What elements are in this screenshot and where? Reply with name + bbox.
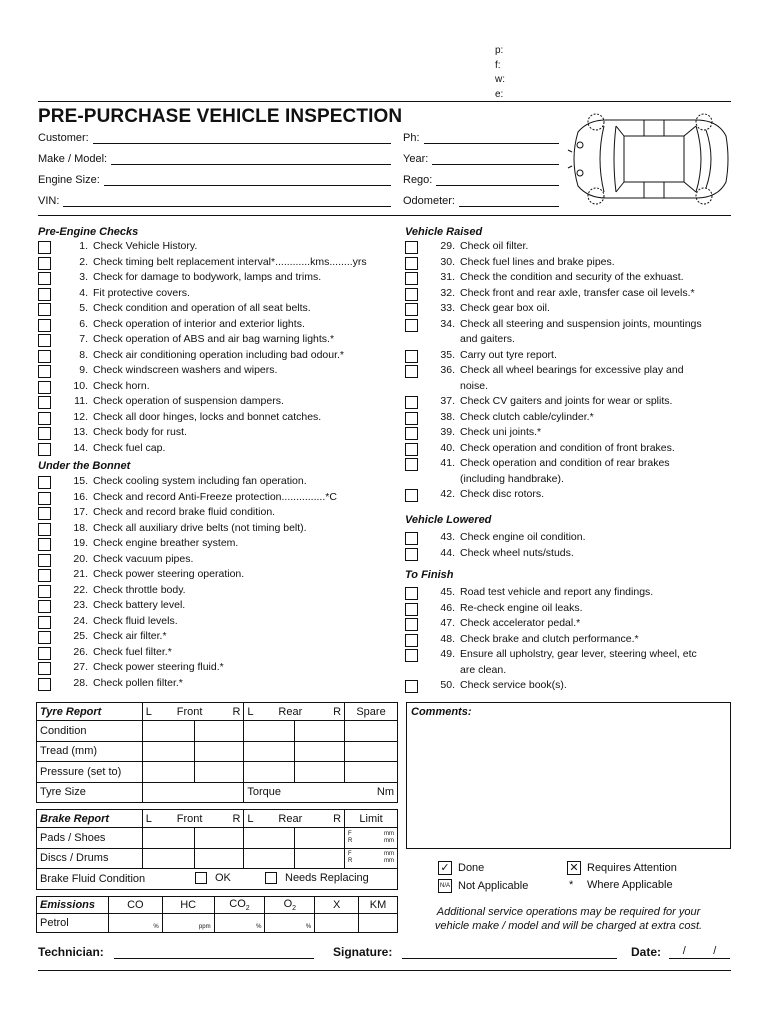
checkbox[interactable]: [38, 443, 51, 456]
odometer-field[interactable]: Odometer:: [403, 193, 559, 207]
section-to-finish: To Finish: [405, 569, 454, 581]
section-pre-engine: Pre-Engine Checks: [38, 226, 139, 238]
left-checklist-item: 21. Check power steering operation.: [38, 567, 244, 583]
right-checklist-item: 36. Check all wheel bearings for excessive play and: [405, 363, 684, 379]
right-checklist-item: 46. Re-check engine oil leaks.: [405, 601, 583, 617]
checkbox[interactable]: [38, 492, 51, 505]
cross-icon: ✕: [567, 861, 581, 875]
legend-where-applicable: * Where Applicable: [569, 879, 673, 891]
checkbox[interactable]: [38, 241, 51, 254]
header-rule: [38, 215, 731, 216]
checkbox[interactable]: [405, 618, 418, 631]
right-checklist-item: 41. Check operation and condition of rear brakes: [405, 456, 670, 472]
legend-requires-attention: ✕ Requires Attention: [567, 861, 677, 875]
checkbox[interactable]: [405, 443, 418, 456]
checkbox[interactable]: [38, 381, 51, 394]
right-checklist-item: (including handbrake).: [405, 472, 564, 488]
contact-web: w:: [495, 74, 505, 85]
asterisk-icon: *: [569, 879, 574, 891]
right-checklist-item: 34. Check all steering and suspension joints, mountings: [405, 317, 702, 333]
checkbox[interactable]: [405, 288, 418, 301]
left-checklist-item: 25. Check air filter.*: [38, 629, 167, 645]
right-checklist-item: 45. Road test vehicle and report any findings.: [405, 585, 653, 601]
checkbox: [405, 381, 418, 394]
checkbox[interactable]: [38, 507, 51, 520]
checkbox[interactable]: [38, 365, 51, 378]
right-checklist-item: 40. Check operation and condition of front brakes.: [405, 441, 675, 457]
checkbox[interactable]: [405, 489, 418, 502]
left-checklist-item: 13. Check body for rust.: [38, 425, 187, 441]
right-checklist-item: 33. Check gear box oil.: [405, 301, 550, 317]
vin-field[interactable]: VIN:: [38, 193, 391, 207]
right-checklist-item: are clean.: [405, 663, 506, 679]
left-checklist-item: 1. Check Vehicle History.: [38, 239, 197, 255]
checkbox[interactable]: [38, 272, 51, 285]
checkbox[interactable]: [38, 523, 51, 536]
right-checklist-item: 48. Check brake and clutch performance.*: [405, 632, 639, 648]
legend-done: ✓ Done: [438, 861, 484, 875]
checkbox[interactable]: [38, 427, 51, 440]
left-checklist-item: 11. Check operation of suspension dampers.: [38, 394, 284, 410]
section-vehicle-lowered: Vehicle Lowered: [405, 514, 492, 526]
tyre-report-table: Tyre Report L Front R L Rear R Spare Condition Tread (mm) Pressure (set to) Tyre Size Torque Nm: [36, 702, 398, 803]
brake-fluid-needs-checkbox[interactable]: [265, 872, 277, 884]
technician-field[interactable]: Technician:: [38, 945, 314, 959]
checkbox[interactable]: [38, 554, 51, 567]
checkbox[interactable]: [405, 350, 418, 363]
checkbox[interactable]: [405, 272, 418, 285]
bottom-rule: [38, 970, 731, 971]
right-checklist-item: 30. Check fuel lines and brake pipes.: [405, 255, 615, 271]
checkbox: [405, 334, 418, 347]
phone-field[interactable]: Ph:: [403, 130, 559, 144]
right-checklist-item: 29. Check oil filter.: [405, 239, 528, 255]
checkbox[interactable]: [38, 569, 51, 582]
na-icon: N/A: [438, 879, 452, 893]
right-checklist-item: 50. Check service book(s).: [405, 678, 567, 694]
left-checklist-item: 28. Check pollen filter.*: [38, 676, 183, 692]
checkbox[interactable]: [405, 396, 418, 409]
checkbox[interactable]: [405, 365, 418, 378]
left-checklist-item: 14. Check fuel cap.: [38, 441, 165, 457]
left-checklist-item: 27. Check power steering fluid.*: [38, 660, 224, 676]
right-checklist-item: 35. Carry out tyre report.: [405, 348, 557, 364]
checkbox[interactable]: [38, 303, 51, 316]
checkbox[interactable]: [38, 538, 51, 551]
checkbox[interactable]: [38, 319, 51, 332]
brake-fluid-ok-checkbox[interactable]: [195, 872, 207, 884]
brake-report-table: Brake Report L Front R L Rear R Limit Pads / Shoes F mm R mm Discs / Drums F mm R mm Brake Fluid Condition OK Needs Replacing: [36, 809, 398, 890]
left-checklist-item: 18. Check all auxiliary drive belts (not timing belt).: [38, 521, 307, 537]
checkbox[interactable]: [38, 476, 51, 489]
checkbox[interactable]: [405, 649, 418, 662]
checkbox[interactable]: [38, 631, 51, 644]
left-checklist-item: 8. Check air conditioning operation including bad odour.*: [38, 348, 344, 364]
top-rule: [38, 101, 731, 102]
left-checklist-item: 15. Check cooling system including fan operation.: [38, 474, 307, 490]
legend-not-applicable: N/A Not Applicable: [439, 880, 529, 892]
page-title: PRE-PURCHASE VEHICLE INSPECTION: [38, 106, 403, 127]
right-checklist-item: 31. Check the condition and security of the exhuast.: [405, 270, 684, 286]
signature-field[interactable]: Signature:: [333, 945, 617, 959]
left-checklist-item: 24. Check fluid levels.: [38, 614, 178, 630]
checkbox[interactable]: [38, 288, 51, 301]
left-checklist-item: 6. Check operation of interior and exterior lights.: [38, 317, 305, 333]
engine-size-field[interactable]: Engine Size:: [38, 172, 391, 186]
checkbox[interactable]: [38, 678, 51, 691]
checkbox[interactable]: [405, 427, 418, 440]
checkbox[interactable]: [405, 412, 418, 425]
comments-box[interactable]: Comments:: [406, 702, 731, 849]
checkbox[interactable]: [405, 680, 418, 693]
left-checklist-item: 16. Check and record Anti-Freeze protection...............*C: [38, 490, 337, 506]
tyre-report-title: Tyre Report: [37, 703, 143, 721]
checkbox[interactable]: [38, 257, 51, 270]
right-checklist-item: and gaiters.: [405, 332, 515, 348]
left-checklist-item: 4. Fit protective covers.: [38, 286, 190, 302]
note: Additional service operations may be required for your vehicle make / model and will be charged at extra cost.: [434, 906, 703, 932]
right-checklist-item: 47. Check accelerator pedal.*: [405, 616, 580, 632]
left-checklist-item: 7. Check operation of ABS and air bag warning lights.*: [38, 332, 334, 348]
right-checklist-item: 44. Check wheel nuts/studs.: [405, 546, 574, 562]
left-checklist-item: 20. Check vacuum pipes.: [38, 552, 193, 568]
left-checklist-item: 2. Check timing belt replacement interval*............kms........yrs: [38, 255, 367, 271]
right-checklist-item: 42. Check disc rotors.: [405, 487, 544, 503]
checkbox[interactable]: [38, 647, 51, 660]
right-checklist-item: noise.: [405, 379, 488, 395]
checkbox: [405, 474, 418, 487]
contact-phone: p:: [495, 45, 504, 56]
contact-block: [495, 44, 505, 102]
checkbox[interactable]: [38, 662, 51, 675]
right-checklist-item: 43. Check engine oil condition.: [405, 530, 586, 546]
checkbox: [405, 665, 418, 678]
checkbox[interactable]: [38, 334, 51, 347]
checkbox[interactable]: [405, 532, 418, 545]
left-checklist-item: 3. Check for damage to bodywork, lamps and trims.: [38, 270, 321, 286]
left-checklist-item: 23. Check battery level.: [38, 598, 185, 614]
checkbox[interactable]: [38, 412, 51, 425]
checkbox[interactable]: [38, 396, 51, 409]
checkbox[interactable]: [38, 585, 51, 598]
customer-field[interactable]: Customer:: [38, 130, 391, 144]
rego-field[interactable]: Rego:: [403, 172, 559, 186]
checkbox[interactable]: [405, 241, 418, 254]
left-checklist-item: 22. Check throttle body.: [38, 583, 186, 599]
check-icon: ✓: [438, 861, 452, 875]
checkbox[interactable]: [405, 458, 418, 471]
left-checklist-item: 12. Check all door hinges, locks and bonnet catches.: [38, 410, 321, 426]
left-checklist-item: 19. Check engine breather system.: [38, 536, 238, 552]
contact-email: e:: [495, 88, 504, 100]
right-checklist-item: 38. Check clutch cable/cylinder.*: [405, 410, 594, 426]
section-under-bonnet: Under the Bonnet: [38, 460, 131, 472]
left-checklist-item: 5. Check condition and operation of all seat belts.: [38, 301, 311, 317]
right-checklist-item: 37. Check CV gaiters and joints for wear or splits.: [405, 394, 672, 410]
date-field[interactable]: Date: / /: [631, 945, 730, 959]
checkbox[interactable]: [405, 257, 418, 270]
emissions-table: Emissions CO HC $CO_2$ $O_2$ X KM Petrol % ppm % %: [36, 896, 398, 933]
left-checklist-item: 17. Check and record brake fluid condition.: [38, 505, 275, 521]
right-checklist-item: 39. Check uni joints.*: [405, 425, 541, 441]
checkbox[interactable]: [405, 548, 418, 561]
right-checklist-item: 49. Ensure all upholstry, gear lever, steering wheel, etc: [405, 647, 697, 663]
make-model-field[interactable]: Make / Model:: [38, 151, 391, 165]
contact-fax: f:: [495, 59, 501, 71]
right-checklist-item: 32. Check front and rear axle, transfer case oil levels.*: [405, 286, 695, 302]
checkbox[interactable]: [405, 587, 418, 600]
checkbox[interactable]: [405, 303, 418, 316]
checkbox[interactable]: [405, 319, 418, 332]
left-checklist-item: 9. Check windscreen washers and wipers.: [38, 363, 277, 379]
checkbox[interactable]: [38, 600, 51, 613]
car-top-view-icon: [566, 112, 731, 206]
left-checklist-item: 10. Check horn.: [38, 379, 150, 395]
left-checklist-item: 26. Check fuel filter.*: [38, 645, 172, 661]
year-field[interactable]: Year:: [403, 151, 559, 165]
checkbox[interactable]: [38, 350, 51, 363]
section-vehicle-raised: Vehicle Raised: [405, 226, 483, 238]
checkbox[interactable]: [405, 603, 418, 616]
checkbox[interactable]: [38, 616, 51, 629]
checkbox[interactable]: [405, 634, 418, 647]
